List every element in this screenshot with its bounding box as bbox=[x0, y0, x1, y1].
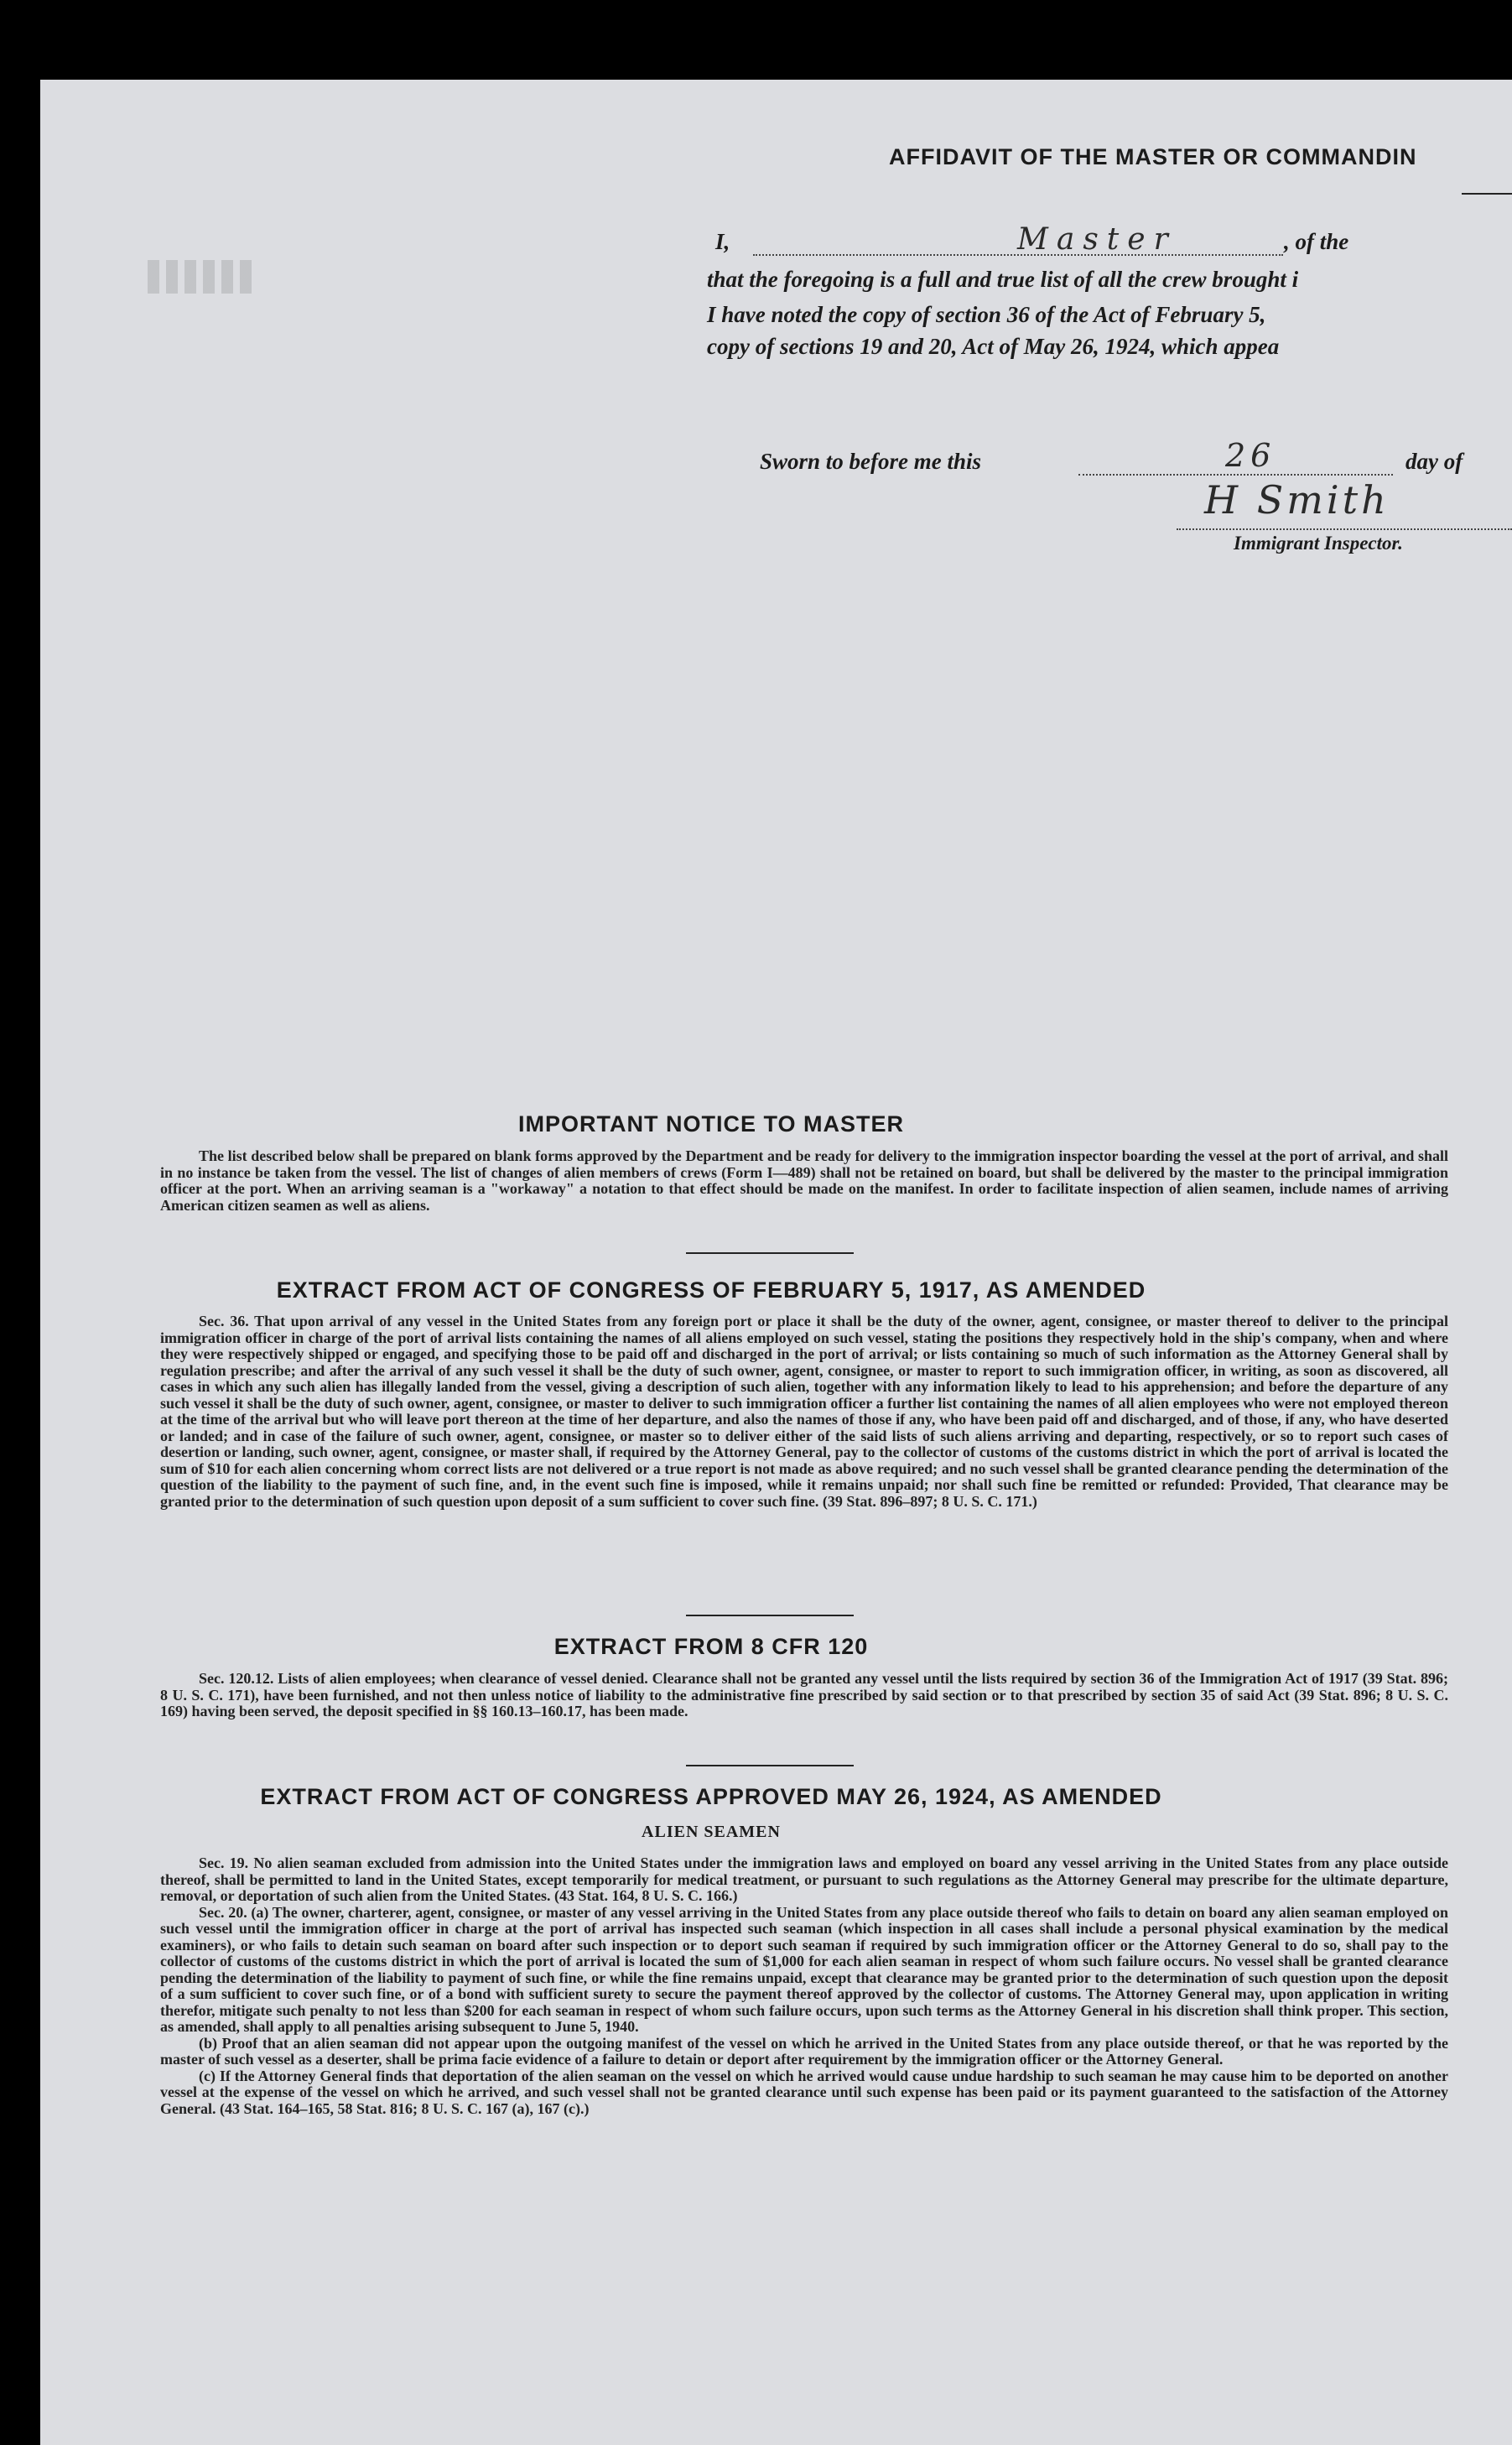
sworn-line bbox=[760, 437, 1512, 484]
affidavit-line2: that the foregoing is a full and true list of all the crew brought i bbox=[707, 267, 1299, 292]
extract-1924-body bbox=[160, 1855, 1448, 2117]
affidavit-line3: I have noted the copy of section 36 of the Act of February 5, bbox=[707, 302, 1266, 327]
master-handwritten: Master bbox=[1017, 222, 1177, 257]
document-page bbox=[40, 80, 1512, 2445]
sec-20b: (b) Proof that an alien seaman did not appear upon the outgoing manifest of the vessel on which he arrived in the United States from any place outside thereof, or that he was reported by the master of such vessel as a deserter, shall be prima facie evidence of a failure to detain or deport after requirement by the immigration officer or the Attorney General. bbox=[160, 2034, 1448, 2068]
sworn-day-handwritten: 26 bbox=[1225, 437, 1276, 474]
divider-3 bbox=[686, 1765, 854, 1766]
extract-1917-title: EXTRACT FROM ACT OF CONGRESS OF FEBRUARY 5, 1917, AS AMENDED bbox=[276, 1277, 1146, 1303]
affidavit-of-the: , of the bbox=[1284, 229, 1349, 254]
notice-title: IMPORTANT NOTICE TO MASTER bbox=[518, 1111, 904, 1137]
notice-body: The list described below shall be prepared on blank forms approved by the Department and be ready for delivery to the immigration inspector boarding the vessel at the port of arrival, and shall in no instance be taken from the vessel. The list of changes of alien members of crews (Form I—489) shall not be retained on board, but shall be delivered by the master to the principal immigration officer at the port. When an arriving seaman is a "workaway" a notation to that effect should be made on the manifest. In order to facilitate inspection of alien seamen, include names of arriving American citizen seamen as well as aliens. bbox=[160, 1147, 1448, 1214]
sworn-label: Sworn to before me this bbox=[760, 449, 982, 474]
signature-line bbox=[1177, 528, 1512, 530]
divider-2 bbox=[686, 1615, 854, 1616]
affidavit-i-label: I, bbox=[715, 229, 730, 254]
sec-20c: (c) If the Attorney General finds that deportation of the alien seaman on the vessel on which he arrived would cause undue hardship to such seaman he may cause him to be deported on another vessel at the expense of the vessel on which he arrived, and such vessel shall not be granted clearance until such expense has been paid or its payment guaranteed to the satisfaction of the Attorney General. (43 Stat. 164–165, 58 Stat. 816; 8 U. S. C. 167 (a), 167 (c).) bbox=[160, 2067, 1448, 2117]
sworn-day-field bbox=[1078, 474, 1393, 476]
inspector-signature: H Smith bbox=[1204, 477, 1390, 523]
affidavit-title: AFFIDAVIT OF THE MASTER OR COMMANDIN bbox=[889, 144, 1417, 169]
inspector-label: Immigrant Inspector. bbox=[1234, 533, 1403, 554]
alien-seamen-subtitle: ALIEN SEAMEN bbox=[642, 1823, 781, 1841]
extract-cfr-body: Sec. 120.12. Lists of alien employees; when clearance of vessel denied. Clearance shall not be granted any vessel until the lists required by section 36 of the Immigration Act of 1917 (39 Stat. 896; 8 U. S. C. 171), have been furnished, and not then unless notice of liability to the administrative fine prescribed by said section or to that prescribed by section 35 of said Act (39 Stat. 896; 8 U. S. C. 169) having been served, the deposit specified in §§ 160.13–160.17, has been made. bbox=[160, 1670, 1448, 1719]
affidavit-line4: copy of sections 19 and 20, Act of May 26, 1924, which appea bbox=[707, 334, 1280, 359]
affidavit-line1 bbox=[715, 222, 1512, 261]
divider-1 bbox=[686, 1252, 854, 1254]
extract-1917-body: Sec. 36. That upon arrival of any vessel in the United States from any foreign port or place it shall be the duty of the owner, agent, consignee, or master thereof to deliver to the principal immigration officer in charge of the port of arrival lists containing the names of all aliens employed on such vessel, stating the positions they respectively hold in the ship's company, when and where they were respectively shipped or engaged, and specifying those to be paid off and discharged in the port of arrival; or lists containing so much of such information as the Attorney General shall by regulation prescribe; and after the arrival of any such vessel it shall be the duty of such owner, agent, consignee, or master to report to such immigration officer, in writing, as soon as discovered, all cases in which any such alien has illegally landed from the vessel, giving a description of such alien, together with any information likely to lead to his apprehension; and before the departure of any such vessel it shall be the duty of such owner, agent, consignee, or master to deliver to such immigration officer a further list containing the names of all alien employees who were not employed thereon at the time of the arrival but who will leave port thereon at the time of her departure, and also the names of those if any, who have been paid off and discharged, and of those, if any, who have deserted or landed; and in case of the failure of such owner, agent, consignee, or master so to deliver either of the said lists of such aliens arriving and departing, respectively, or so to report such cases of desertion or landing, such owner, agent, consignee, or master shall, if required by the Attorney General, pay to the collector of customs of the customs district in which the port of arrival is located the sum of $10 for each alien concerning whom correct lists are not delivered or a true report is not made as above required; and no such vessel shall be granted clearance pending the determination of the question of the liability to the payment of such fine, and, in the event such fine is imposed, while it remains unpaid; nor shall such fine be remitted or refunded: Provided, That clearance may be granted prior to the determination of such question upon deposit of a sum sufficient to cover such fine. (39 Stat. 896–897; 8 U. S. C. 171.) bbox=[160, 1313, 1448, 1510]
extract-1924-title: EXTRACT FROM ACT OF CONGRESS APPROVED MAY 26, 1924, AS AMENDED bbox=[260, 1784, 1162, 1809]
sec-20a: Sec. 20. (a) The owner, charterer, agent, consignee, or master of any vessel arriving in the United States from any place outside thereof who fails to detain on board any alien seaman employed on such vessel until the immigration officer in charge at the port of arrival has inspected such seaman (which inspection in all cases shall include a personal physical examination by the medical examiners), or who fails to detain such seaman on board after such inspection or to deport such seaman if required by such immigration officer or the Attorney General to do so, shall pay to the collector of customs of the customs district in which the port of arrival is located the sum of $1,000 for each alien seaman in respect of whom such failure occurs. No vessel shall be granted clearance pending the determination of the liability to payment of such fine, or while the fine remains unpaid, except that clearance may be granted prior to the determination of such question upon the deposit of a sum sufficient to cover such fine, or of a bond with sufficient surety to secure the payment thereof approved by the collector of customs. The Attorney General may, upon application in writing therefor, mitigate such penalty to not less than $200 for each seaman in respect of whom such failure occurs, upon such terms as the Attorney General in his discretion shall think proper. This section, as amended, shall apply to all penalties arising subsequent to June 5, 1940. bbox=[160, 1903, 1448, 2035]
affidavit-title-rule bbox=[1462, 193, 1512, 195]
faint-stamp bbox=[148, 260, 257, 294]
day-of-label: day of bbox=[1405, 449, 1463, 474]
sec-19: Sec. 19. No alien seaman excluded from admission into the United States under the immigration laws and employed on board any vessel arriving in the United States from any place outside thereof, shall be permitted to land in the United States, except temporarily for medical treatment, or pursuant to such regulations as the Attorney General may prescribe for the ultimate departure, removal, or deportation of such alien from the United States. (43 Stat. 164, 8 U. S. C. 166.) bbox=[160, 1855, 1448, 1904]
extract-cfr-title: EXTRACT FROM 8 CFR 120 bbox=[553, 1634, 869, 1659]
